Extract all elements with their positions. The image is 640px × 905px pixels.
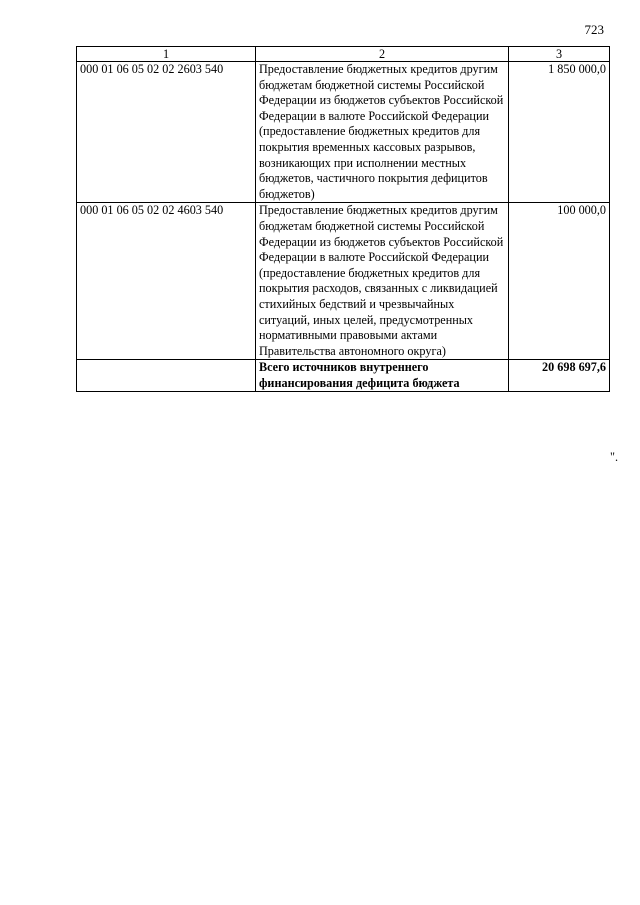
total-amount-cell: 20 698 697,6 [509,360,610,392]
column-header-description: 2 [256,47,509,62]
closing-quote-mark: ". [610,450,619,464]
description-cell: Предоставление бюджетных кредитов другим бюджетам бюджетной системы Российской Федерации из бюджетов субъектов Российской Федерации в валюте Российской Федерации (предоставление бюджетных кредитов для покрытия временных кассовых разрывов, возникающих при исполнении местных бюджетов, частичного покрытия дефицитов бюджетов) [256,62,509,203]
column-header-amount: 3 [509,47,610,62]
amount-cell: 100 000,0 [509,203,610,360]
total-code-cell [77,360,256,392]
budget-code-cell: 000 01 06 05 02 02 4603 540 [77,203,256,360]
total-row [77,360,610,392]
budget-code-cell: 000 01 06 05 02 02 2603 540 [77,62,256,203]
column-header-code: 1 [77,47,256,62]
page-number: 723 [584,22,604,37]
table-header-row [77,47,610,62]
total-description-cell: Всего источников внутреннего финансирования дефицита бюджета [256,360,509,392]
table-row [77,203,610,360]
description-cell: Предоставление бюджетных кредитов другим бюджетам бюджетной системы Российской Федерации из бюджетов субъектов Российской Федерации в валюте Российской Федерации (предоставление бюджетных кредитов для покрытия расходов, связанных с ликвидацией стихийных бедствий и чрезвычайных ситуаций, иных целей, предусмотренных нормативными правовыми актами Правительства автономного округа) [256,203,509,360]
table-row [77,62,610,203]
budget-sources-table [76,46,610,392]
amount-cell: 1 850 000,0 [509,62,610,203]
